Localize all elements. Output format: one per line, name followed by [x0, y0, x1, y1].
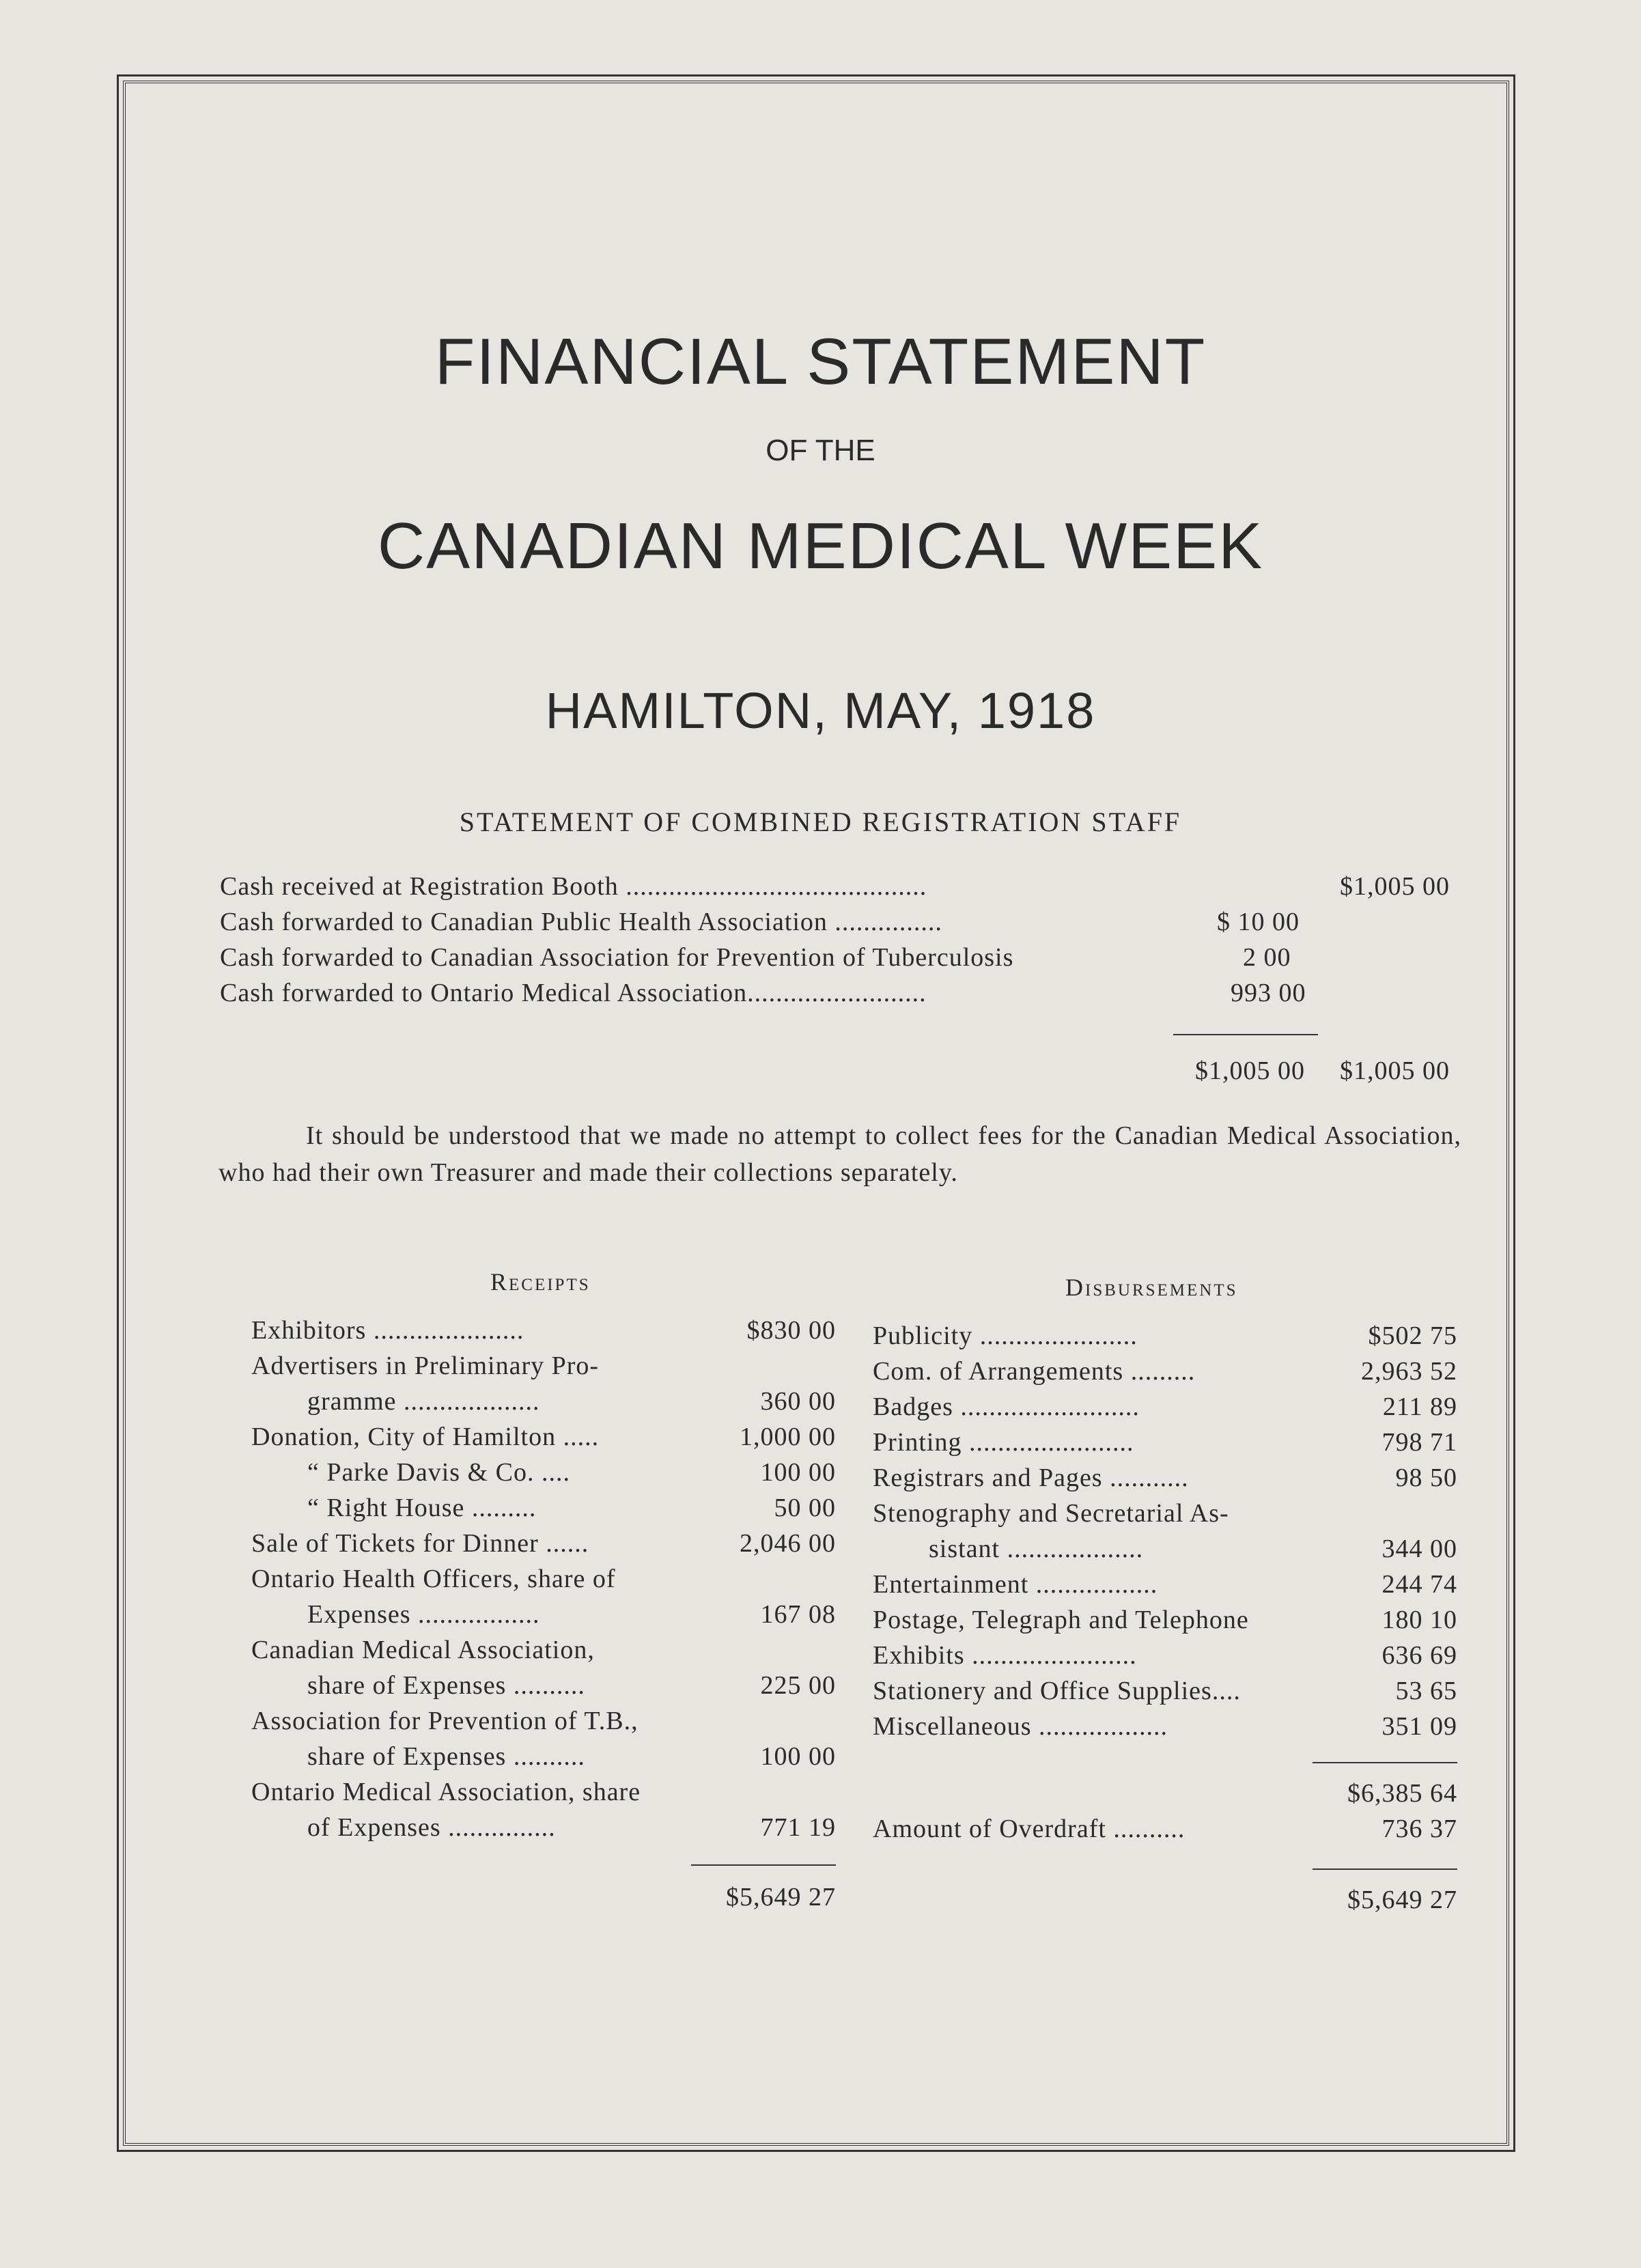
line-item-text: Com. of Arrangements .........	[873, 1357, 1196, 1386]
line-item-text: Publicity ......................	[873, 1321, 1138, 1350]
registration-heading: STATEMENT OF COMBINED REGISTRATION STAFF	[459, 807, 1182, 837]
line-item-text: share of Expenses ..........	[307, 1742, 585, 1771]
line-item-amount: 360 00	[760, 1387, 836, 1416]
line-item-amount: 225 00	[760, 1671, 836, 1700]
registration-row: Cash forwarded to Canadian Association for Prevention of Tuberculosis	[220, 943, 1014, 972]
registration-row: Cash received at Registration Booth ..........................................	[220, 872, 927, 901]
line-item-amount: $830 00	[746, 1316, 836, 1345]
line-item-text: Postage, Telegraph and Telephone	[873, 1606, 1249, 1634]
line-item-text: Exhibitors .....................	[251, 1316, 524, 1345]
receipts-total-rule	[691, 1864, 836, 1866]
line-item-text: Advertisers in Preliminary Pro-	[251, 1352, 600, 1380]
line-item-text: Sale of Tickets for Dinner ......	[251, 1529, 589, 1558]
line-item-text: Miscellaneous ..................	[873, 1712, 1168, 1741]
disbursements-subtotal-rule	[1313, 1762, 1457, 1763]
line-item-text: Entertainment .................	[873, 1570, 1158, 1599]
line-item-text: “ Parke Davis & Co. ....	[307, 1458, 570, 1487]
line-item-amount: 244 74	[1381, 1570, 1457, 1599]
line-item-amount: 1,000 00	[740, 1423, 836, 1451]
line-item-amount: 351 09	[1381, 1712, 1457, 1741]
line-item-text: Registrars and Pages ...........	[873, 1464, 1189, 1492]
line-item-text: Association for Prevention of T.B.,	[251, 1707, 639, 1735]
receipts-heading: Receipts	[490, 1268, 591, 1296]
line-item-text: Canadian Medical Association,	[251, 1636, 595, 1664]
line-item-text: Badges .........................	[873, 1392, 1140, 1421]
line-item-text: Ontario Medical Association, share	[251, 1778, 641, 1806]
line-item-amount: 211 89	[1382, 1392, 1457, 1421]
line-item-text: Ontario Health Officers, share of	[251, 1565, 616, 1593]
registration-amount: 2 00	[1243, 943, 1291, 972]
line-item-text: share of Expenses ..........	[307, 1671, 585, 1700]
place-date: HAMILTON, MAY, 1918	[545, 682, 1096, 739]
line-item-text: Exhibits .......................	[873, 1641, 1137, 1670]
line-item-text: “ Right House .........	[307, 1494, 537, 1522]
line-item-amount: 98 50	[1395, 1464, 1457, 1492]
line-item-text: gramme ...................	[307, 1387, 540, 1416]
page-title: FINANCIAL STATEMENT	[434, 325, 1207, 398]
line-item-amount: 100 00	[760, 1458, 836, 1487]
line-item-text: Donation, City of Hamilton .....	[251, 1423, 600, 1451]
overdraft-label: Amount of Overdraft ..........	[873, 1815, 1186, 1843]
line-item-text: Printing .......................	[873, 1428, 1134, 1457]
line-item-text: Expenses .................	[307, 1600, 540, 1629]
line-item-amount: 53 65	[1395, 1677, 1457, 1705]
line-item-text: Stenography and Secretarial As-	[873, 1499, 1229, 1528]
disbursements-heading: Disbursements	[1065, 1274, 1238, 1301]
disbursements-subtotal: $6,385 64	[1347, 1779, 1457, 1808]
registration-row: Cash forwarded to Ontario Medical Association.........................	[220, 979, 927, 1007]
receipts-total: $5,649 27	[726, 1883, 836, 1912]
line-item-amount: 167 08	[760, 1600, 836, 1629]
disbursements-total-rule	[1313, 1868, 1457, 1870]
note-paragraph	[219, 1117, 1461, 1191]
line-item-amount: 2,963 52	[1361, 1357, 1457, 1386]
registration-total-rule	[1173, 1034, 1318, 1035]
line-item-amount: 50 00	[774, 1494, 836, 1522]
line-item-amount: 100 00	[760, 1742, 836, 1771]
organization-title: CANADIAN MEDICAL WEEK	[377, 509, 1264, 583]
line-item-text: Stationery and Office Supplies....	[873, 1677, 1241, 1705]
line-item-amount: 344 00	[1381, 1535, 1457, 1563]
registration-total-right: $1,005 00	[1340, 1056, 1450, 1085]
overdraft-amount: 736 37	[1381, 1815, 1457, 1843]
line-item-amount: 180 10	[1381, 1606, 1457, 1634]
disbursements-total: $5,649 27	[1347, 1886, 1457, 1914]
registration-row: Cash forwarded to Canadian Public Health Association ...............	[220, 908, 942, 936]
registration-amount: 993 00	[1231, 979, 1306, 1007]
note-text: It should be understood that we made no attempt to collect fees for the Canadian Medical Association, who had their own Treasurer and made their collections separately.	[219, 1121, 1461, 1187]
registration-amount: $1,005 00	[1340, 872, 1450, 901]
registration-total-mid: $1,005 00	[1195, 1056, 1305, 1085]
line-item-amount: 798 71	[1381, 1428, 1457, 1457]
line-item-amount: 636 69	[1381, 1641, 1457, 1670]
registration-amount: $ 10 00	[1217, 908, 1300, 936]
line-item-amount: 2,046 00	[740, 1529, 836, 1558]
line-item-amount: $502 75	[1368, 1321, 1457, 1350]
line-item-text: sistant ...................	[929, 1535, 1144, 1563]
of-the-line: OF THE	[766, 434, 875, 467]
line-item-text: of Expenses ...............	[307, 1813, 556, 1842]
line-item-amount: 771 19	[760, 1813, 836, 1842]
